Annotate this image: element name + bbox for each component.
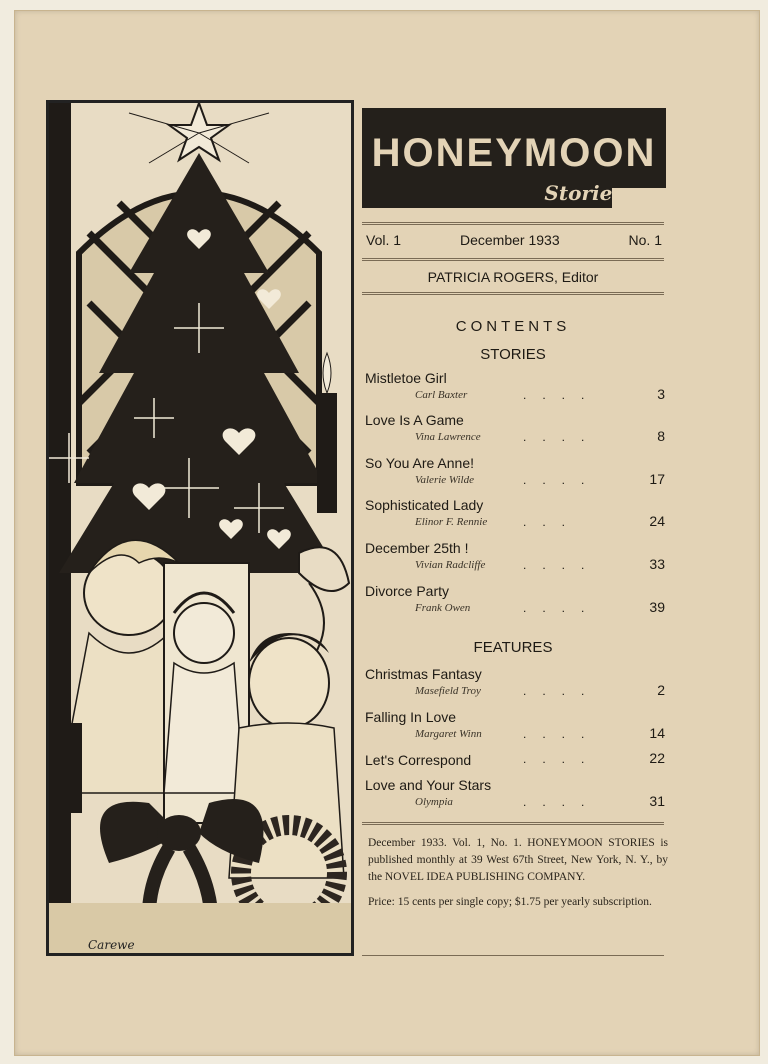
- divider: [362, 955, 664, 956]
- feature-page: 2: [657, 682, 665, 698]
- masthead-title: HONEYMOON: [371, 131, 657, 175]
- leader-dots: ....: [523, 752, 601, 766]
- story-title: Sophisticated Lady: [365, 497, 484, 513]
- feature-page: 22: [649, 750, 665, 766]
- feature-title: Christmas Fantasy: [365, 666, 482, 682]
- story-entry: [365, 455, 665, 495]
- feature-author: Olympia: [415, 796, 453, 808]
- issue-info-row: [362, 232, 664, 252]
- leader-dots: ....: [523, 795, 601, 809]
- stories-heading: STORIES: [480, 346, 546, 363]
- feature-author: Masefield Troy: [415, 685, 481, 697]
- volume-label: Vol. 1: [366, 232, 402, 248]
- story-entry: [365, 497, 665, 537]
- contents-heading: CONTENTS: [455, 318, 571, 335]
- story-title: December 25th !: [365, 540, 469, 556]
- divider: [362, 258, 664, 261]
- story-author: Elinor F. Rennie: [415, 516, 488, 528]
- leader-dots: ....: [523, 601, 601, 615]
- story-page: 24: [649, 513, 665, 529]
- issue-date: December 1933: [460, 232, 560, 248]
- features-heading: FEATURES: [473, 639, 553, 656]
- story-page: 8: [657, 428, 665, 444]
- story-page: 17: [649, 471, 665, 487]
- story-page: 39: [649, 599, 665, 615]
- price-note: Price: 15 cents per single copy; $1.75 per yearly subscription.: [368, 896, 652, 908]
- leader-dots: ...: [523, 515, 582, 529]
- publication-info: [368, 835, 668, 919]
- publication-note: December 1933. Vol. 1, No. 1. HONEYMOON STORIES is published monthly at 39 West 67th Street, New York, N. Y., by the NOVEL IDEA PUBLISHING COMPANY.: [368, 837, 668, 883]
- feature-page: 31: [649, 793, 665, 809]
- story-author: Vina Lawrence: [415, 431, 481, 443]
- masthead-logo: [362, 108, 666, 208]
- story-entry: [365, 412, 665, 452]
- story-author: Frank Owen: [415, 602, 471, 614]
- editor-credit: PATRICIA ROGERS, Editor: [427, 269, 599, 285]
- feature-entry: [365, 709, 665, 749]
- story-entry: [365, 540, 665, 580]
- issue-number: No. 1: [628, 232, 662, 248]
- divider: [362, 292, 664, 295]
- feature-entry: [365, 777, 665, 817]
- feature-title: Love and Your Stars: [365, 777, 492, 793]
- story-title: Divorce Party: [365, 583, 450, 599]
- story-title: Mistletoe Girl: [365, 370, 447, 386]
- story-entry: [365, 583, 665, 623]
- story-title: Love Is A Game: [365, 412, 464, 428]
- story-author: Vivian Radcliffe: [415, 559, 486, 571]
- leader-dots: ....: [523, 558, 601, 572]
- masthead-subtitle: Stories: [544, 181, 624, 205]
- story-entry: [365, 370, 665, 410]
- leader-dots: ....: [523, 430, 601, 444]
- divider: [362, 822, 664, 825]
- cover-illustration: [46, 100, 354, 956]
- leader-dots: ....: [523, 727, 601, 741]
- story-author: Carl Baxter: [415, 389, 468, 401]
- feature-title: Let's Correspond: [365, 752, 472, 768]
- story-page: 33: [649, 556, 665, 572]
- feature-page: 14: [649, 725, 665, 741]
- feature-entry: [365, 666, 665, 706]
- story-page: 3: [657, 386, 665, 402]
- feature-title: Falling In Love: [365, 709, 457, 725]
- christmas-scene-illustration: [49, 103, 351, 953]
- feature-author: Margaret Winn: [415, 728, 482, 740]
- leader-dots: ....: [523, 473, 601, 487]
- story-author: Valerie Wilde: [415, 474, 474, 486]
- artist-signature: Carewe: [88, 938, 135, 952]
- leader-dots: ....: [523, 684, 601, 698]
- leader-dots: ....: [523, 388, 601, 402]
- story-title: So You Are Anne!: [365, 455, 474, 471]
- divider: [362, 222, 664, 225]
